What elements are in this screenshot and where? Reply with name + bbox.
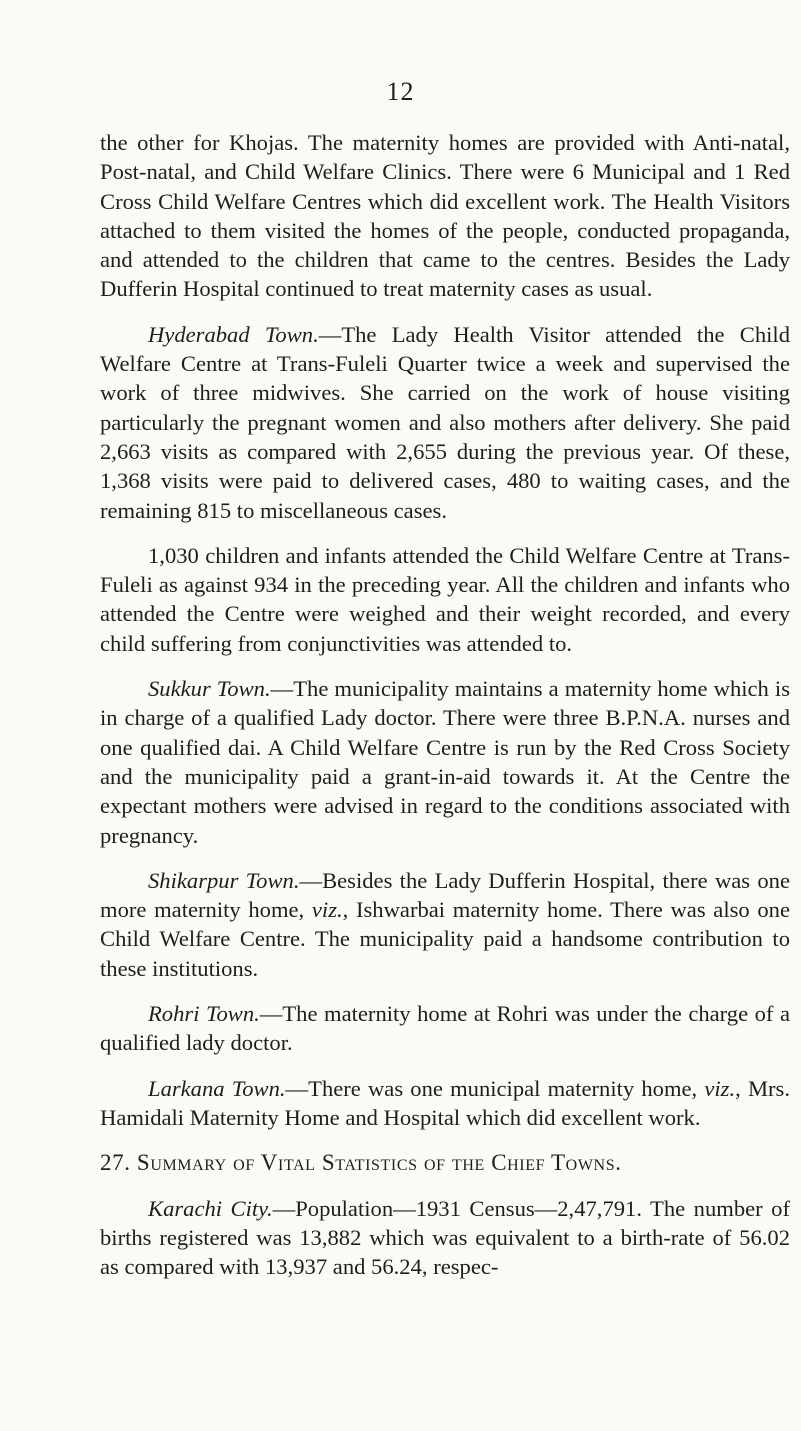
paragraph-lead-sukkur: Sukkur Town. xyxy=(148,676,271,702)
paragraph-khojas xyxy=(100,128,790,304)
paragraph-text: —The maternity home at Rohri was under the charge of a qualified lady doctor. xyxy=(100,1001,790,1056)
paragraph-children-infants xyxy=(100,541,790,658)
paragraph-text: the other for Khojas. The maternity homes are provided with Anti-natal, Post-natal, and Child Welfare Clinics. There were 6 Municipal and 1 Red Cross Child Welfare Centres which did excellent work. The Health Visitors attached to them visited the homes of the people, conducted propaganda, and attended to the children that came to the centres. Besides the Lady Dufferin Hospital continued to treat maternity cases as usual. xyxy=(100,130,790,302)
paragraph-lead-shikarpur: Shikarpur Town. xyxy=(148,867,300,893)
section-title: Summary of Vital Statistics of the Chief Towns. xyxy=(136,1150,622,1176)
section-number: 27. xyxy=(100,1150,131,1176)
paragraph-text: —Population—1931 Census—2,47,791. The number of births registered was 13,882 which was equivalent to a birth-rate of 56.02 as compared with 13,937 and 56.24, respec- xyxy=(100,1195,790,1280)
paragraph-text: —The municipality maintains a maternity home which is in charge of a qualified Lady doctor. There were three B.P.N.A. nurses and one qualified dai. A Child Welfare Centre is run by the Red Cross Society and the municipality paid a grant-in-aid towards it. At the Centre the expectant mothers were advised in regard to the conditions associated with pregnancy. xyxy=(100,676,790,848)
paragraph-text-after: , Mrs. Hamidali Maternity Home and Hospital which did excellent work. xyxy=(100,1075,790,1130)
paragraph-text: —The Lady Health Visitor attended the Child Welfare Centre at Trans-Fuleli Quarter twice a week and supervised the work of three midwives. She carried on the work of house visiting particularly the pregnant women and also mothers after delivery. She paid 2,663 visits as compared with 2,655 during the previous year. Of these, 1,368 visits were paid to delivered cases, 480 to waiting cases, and the remaining 815 to miscellaneous cases. xyxy=(100,321,790,523)
paragraph-text-after: , Ishwarbai maternity home. There was also one Child Welfare Centre. The municipality paid a handsome contribution to these institutions. xyxy=(100,897,791,981)
paragraph-larkana xyxy=(100,1074,790,1133)
paragraph-sukkur xyxy=(100,674,790,850)
paragraph-text: 1,030 children and infants attended the Child Welfare Centre at Trans-Fuleli as against 934 in the preceding year. All the children and infants who attended the Centre were weighed and their weight recorded, and every child suffering from conjunctivities was attended to. xyxy=(100,542,790,656)
paragraph-lead-hyderabad: Hyderabad Town. xyxy=(148,321,319,347)
section-heading xyxy=(100,1148,790,1177)
paragraph-text-before: —Besides the Lady Dufferin Hospital, there was one more maternity home, xyxy=(100,867,790,923)
page-number: 12 xyxy=(386,77,415,106)
viz-italic: viz. xyxy=(704,1075,736,1101)
paragraph-lead-larkana: Larkana Town. xyxy=(148,1075,286,1101)
paragraph-rohri xyxy=(100,999,790,1058)
paragraph-text-before: —There was one municipal maternity home, xyxy=(285,1075,705,1101)
document-body xyxy=(100,128,790,1297)
viz-italic: viz. xyxy=(311,897,343,923)
paragraph-lead-rohri: Rohri Town. xyxy=(148,1001,260,1027)
paragraph-karachi xyxy=(100,1194,790,1282)
paragraph-shikarpur xyxy=(100,866,790,983)
paragraph-lead-karachi: Karachi City. xyxy=(148,1195,273,1221)
paragraph-hyderabad xyxy=(100,320,790,525)
